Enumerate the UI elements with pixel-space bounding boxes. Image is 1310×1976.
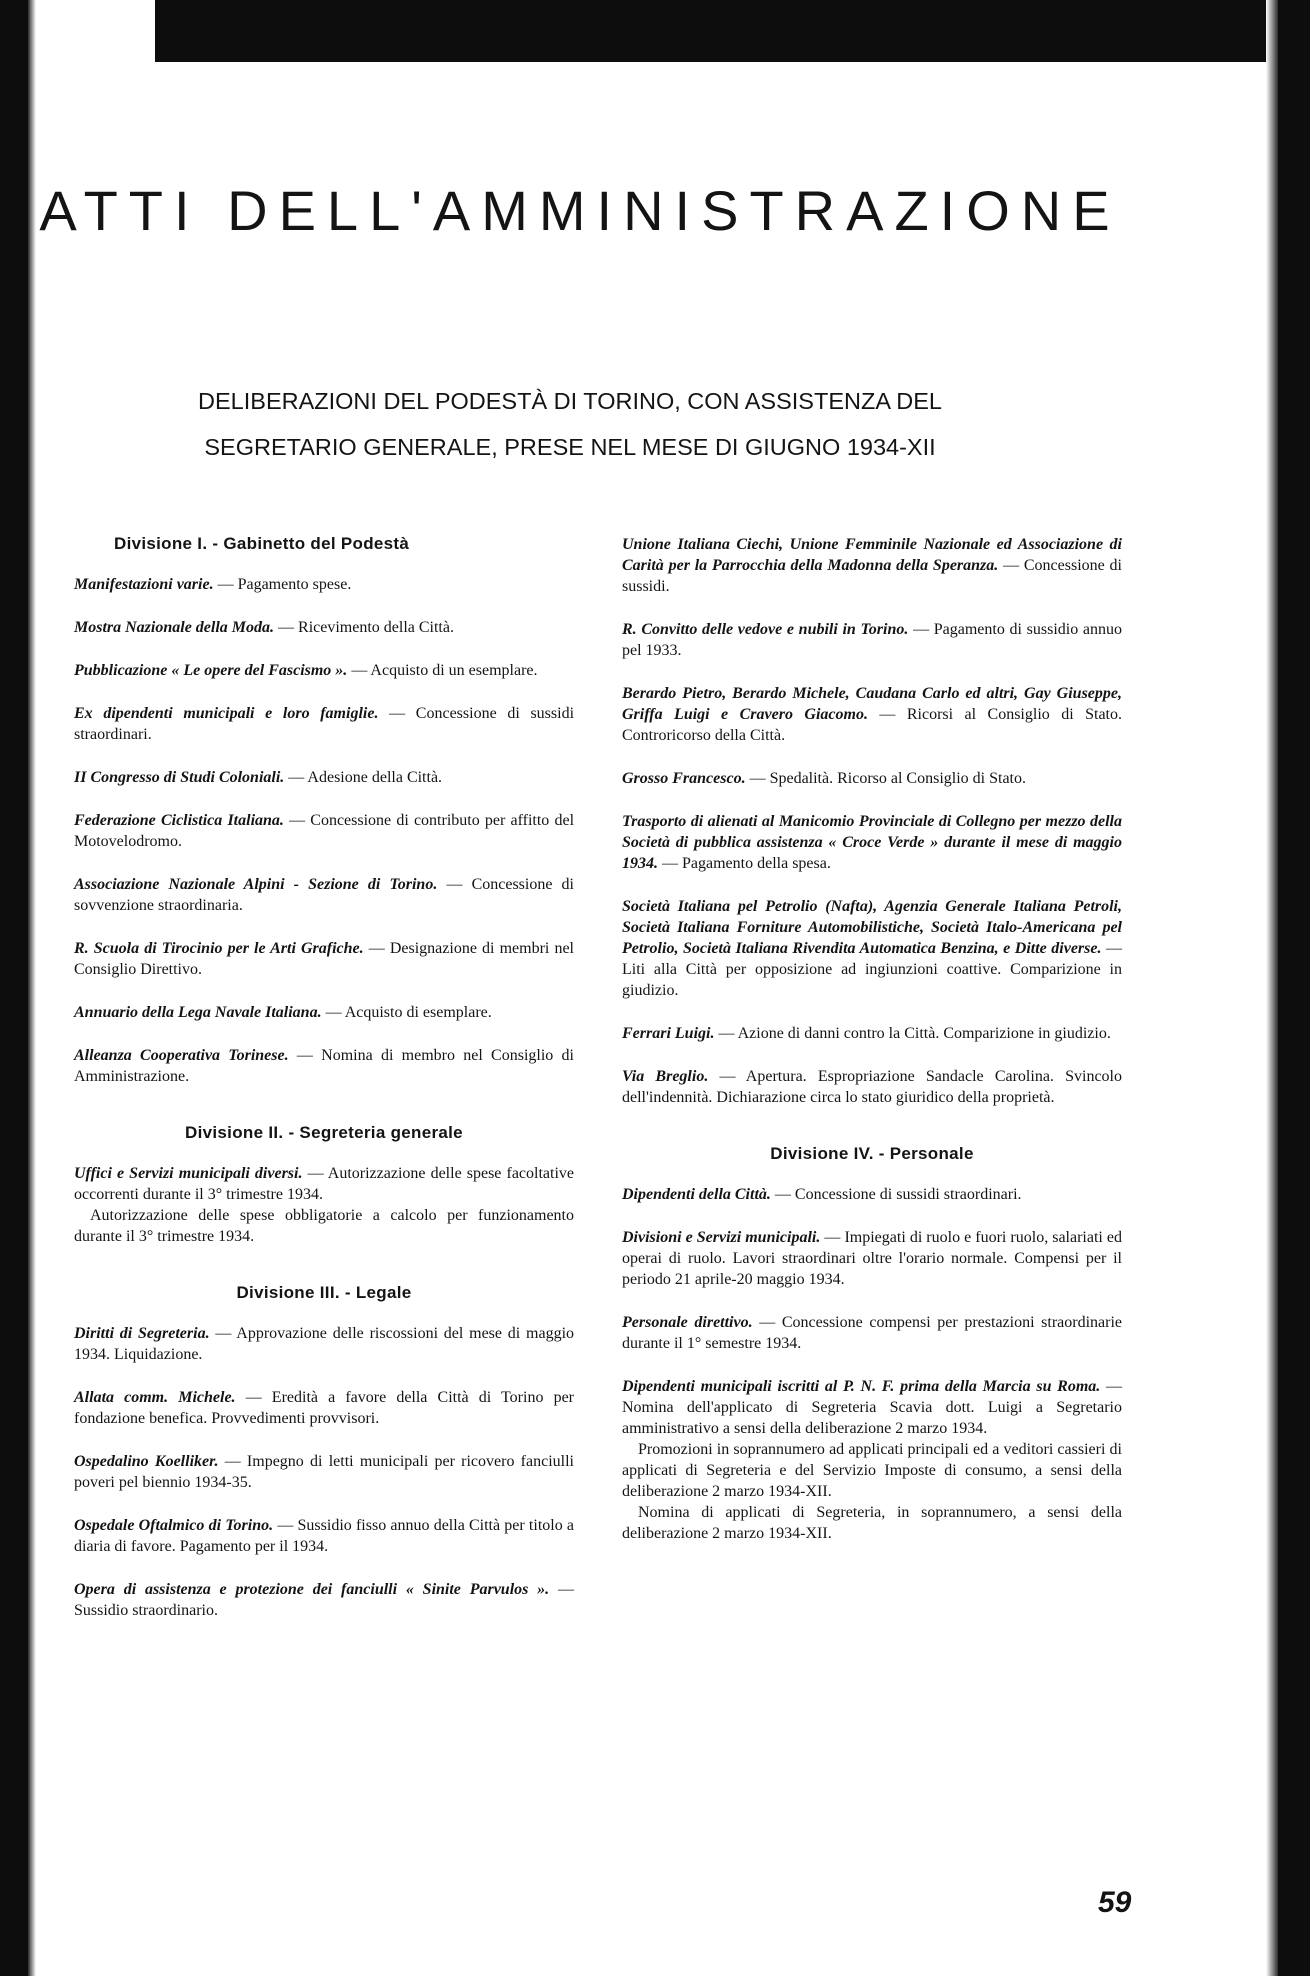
entry-subject: Ex dipendenti municipali e loro famiglie. [74, 705, 379, 722]
entry-action: — Concessione di sussidi straordinari. [774, 1186, 1022, 1203]
scan-border-top [155, 0, 1310, 62]
list-item [622, 1376, 1122, 1544]
list-item [74, 810, 574, 852]
list-item [74, 1002, 574, 1023]
entry-action: — Autorizzazione delle spese facoltative occorrenti durante il 3° trimestre 1934. [74, 1165, 575, 1203]
entry-subject: Alleanza Cooperativa Torinese. [74, 1047, 289, 1064]
entry-action: — Sussidio fisso annuo della Città per titolo a diaria di favore. Pagamento per il 1934. [74, 1517, 575, 1555]
entry-action: — Ricevimento della Città. [278, 619, 454, 636]
entry-action: — Sussidio straordinario. [74, 1581, 574, 1619]
list-item [74, 938, 574, 980]
scan-border-left [0, 0, 28, 1976]
list-item [622, 1066, 1122, 1108]
entry-subject: Unione Italiana Ciechi, Unione Femminile Nazionale ed Associazione di Carità per la Parrocchia della Madonna della Speranza. [622, 536, 1122, 574]
scan-shadow-right [1266, 0, 1278, 1976]
division-heading: Divisione III. - Legale [236, 1283, 412, 1302]
entry-action: — Concessione di contributo per affitto del Motovelodromo. [74, 812, 575, 850]
entry-subject: Dipendenti della Città. [622, 1186, 771, 1203]
division-heading: Divisione IV. - Personale [770, 1144, 974, 1163]
entry-subject: Pubblicazione « Le opere del Fascismo ». [74, 662, 348, 679]
right-column [622, 534, 1122, 1566]
entry-action: — Acquisto di un esemplare. [351, 662, 538, 679]
entry-action: — Pagamento della spesa. [662, 855, 831, 872]
entry-subject: Opera di assistenza e protezione dei fanciulli « Sinite Parvulos ». [74, 1581, 550, 1598]
division-heading: Divisione II. - Segreteria generale [185, 1123, 463, 1142]
entry-action: — Liti alla Città per opposizione ad ingiunzioni coattive. Comparizione in giudizio. [622, 940, 1122, 999]
entry-action: — Acquisto di esemplare. [325, 1004, 492, 1021]
entry-subject: Federazione Ciclistica Italiana. [74, 812, 284, 829]
entry-action: — Approvazione delle riscossioni del mese di maggio 1934. Liquidazione. [74, 1325, 575, 1363]
list-item [74, 660, 574, 681]
entry-subject: Diritti di Segreteria. [74, 1325, 210, 1342]
entry-action: — Impiegati di ruolo e fuori ruolo, salariati ed operai di ruolo. Lavori straordinari oltre l'orario normale. Compensi per il periodo 21 aprile-20 maggio 1934. [622, 1229, 1123, 1288]
entry-action: — Concessione di sovvenzione straordinaria. [74, 876, 574, 914]
list-item [74, 874, 574, 916]
entry-subject: Mostra Nazionale della Moda. [74, 619, 275, 636]
entry-action: — Spedalità. Ricorso al Consiglio di Stato. [749, 770, 1026, 787]
entry-subject: Personale direttivo. [622, 1314, 753, 1331]
list-item [74, 1515, 574, 1557]
list-item [74, 1451, 574, 1493]
entry-action: — Pagamento di sussidio annuo pel 1933. [622, 621, 1123, 659]
entry-action: — Concessione compensi per prestazioni straordinarie durante il 1° semestre 1934. [622, 1314, 1123, 1352]
entry-subject: Divisioni e Servizi municipali. [622, 1229, 821, 1246]
list-item [622, 1312, 1122, 1354]
list-item [74, 1045, 574, 1087]
list-item [74, 1163, 574, 1247]
page-title: ATTI DELL'AMMINISTRAZIONE [39, 179, 1121, 242]
entry-subject: Berardo Pietro, Berardo Michele, Caudana Carlo ed altri, Gay Giuseppe, Griffa Luigi e Cravero Giacomo. [622, 685, 1122, 723]
entry-subject: Grosso Francesco. [622, 770, 746, 787]
entry-action: — Concessione di sussidi straordinari. [74, 705, 575, 743]
entry-subject: Uffici e Servizi municipali diversi. [74, 1165, 303, 1182]
entry-action: — Eredità a favore della Città di Torino per fondazione benefica. Provvedimenti provvisori. [74, 1389, 575, 1427]
entry-subject: R. Scuola di Tirocinio per le Arti Grafiche. [74, 940, 364, 957]
list-item [622, 811, 1122, 874]
list-item [74, 1579, 574, 1621]
entry-extra: Nomina di applicati di Segreteria, in soprannumero, a sensi della deliberazione 2 marzo 1934-XII. [622, 1504, 1122, 1542]
entry-action: — Pagamento spese. [217, 576, 352, 593]
entry-subject: Ospedalino Koelliker. [74, 1453, 219, 1470]
entry-subject: Società Italiana pel Petrolio (Nafta), Agenzia Generale Italiana Petroli, Società Italiana Forniture Automobilistiche, Società Italo-Americana pel Petrolio, Società Italiana Rivendita Automatica Benzina, e Ditte diverse. [622, 898, 1122, 957]
subtitle-line-1: DELIBERAZIONI DEL PODESTÀ DI TORINO, CON ASSISTENZA DEL [198, 388, 942, 414]
entry-subject: Dipendenti municipali iscritti al P. N. F. prima della Marcia su Roma. [622, 1378, 1101, 1395]
entry-action: — Ricorsi al Consiglio di Stato. Controricorso della Città. [622, 706, 1123, 744]
list-item [74, 767, 574, 788]
entry-subject: Allata comm. Michele. [74, 1389, 236, 1406]
list-item [622, 1184, 1122, 1205]
page-number: 59 [1098, 1886, 1132, 1919]
entry-subject: Associazione Nazionale Alpini - Sezione di Torino. [74, 876, 438, 893]
entry-subject: Ferrari Luigi. [622, 1025, 715, 1042]
entry-extra: Promozioni in soprannumero ad applicati principali ed a veditori cassieri di applicati di Segreteria e del Servizio Imposte di consumo, a sensi della deliberazione 2 marzo 1934-XII. [622, 1441, 1122, 1500]
scan-border-right [1278, 0, 1310, 1976]
list-item [74, 617, 574, 638]
entry-action: — Apertura. Espropriazione Sandacle Carolina. Svincolo dell'indennità. Dichiarazione circa lo stato giuridico della proprietà. [622, 1068, 1122, 1106]
page-subtitle [140, 378, 1000, 470]
entry-subject: Trasporto di alienati al Manicomio Provinciale di Collegno per mezzo della Società di pubblica assistenza « Croce Verde » durante il mese di maggio 1934. [622, 813, 1122, 872]
list-item [622, 896, 1122, 1001]
entry-action: — Azione di danni contro la Città. Comparizione in giudizio. [718, 1025, 1111, 1042]
scan-shadow-left [28, 0, 36, 1976]
entry-subject: R. Convitto delle vedove e nubili in Torino. [622, 621, 909, 638]
entry-action: — Nomina di membro nel Consiglio di Amministrazione. [74, 1047, 575, 1085]
list-item [74, 1387, 574, 1429]
list-item [74, 574, 574, 595]
list-item [622, 1227, 1122, 1290]
subtitle-line-2: SEGRETARIO GENERALE, PRESE NEL MESE DI GIUGNO 1934-XII [204, 434, 936, 460]
list-item [622, 768, 1122, 789]
list-item [622, 683, 1122, 746]
list-item [74, 703, 574, 745]
left-column [74, 534, 574, 1643]
list-item [622, 619, 1122, 661]
entry-subject: Via Breglio. [622, 1068, 709, 1085]
list-item [74, 1323, 574, 1365]
entry-action: — Impegno di letti municipali per ricovero fanciulli poveri pel biennio 1934-35. [74, 1453, 574, 1491]
entry-subject: II Congresso di Studi Coloniali. [74, 769, 285, 786]
entry-extra: Autorizzazione delle spese obbligatorie a calcolo per funzionamento durante il 3° trimestre 1934. [74, 1207, 574, 1245]
entry-action: — Adesione della Città. [288, 769, 443, 786]
entry-subject: Annuario della Lega Navale Italiana. [74, 1004, 322, 1021]
entry-action: — Designazione di membri nel Consiglio Direttivo. [74, 940, 574, 978]
list-item [622, 534, 1122, 597]
list-item [622, 1023, 1122, 1044]
division-heading: Divisione I. - Gabinetto del Podestà [114, 534, 410, 553]
entry-subject: Manifestazioni varie. [74, 576, 214, 593]
entry-action: — Nomina dell'applicato di Segreteria Scavia dott. Luigi a Segretario amministrativo a sensi della deliberazione 2 marzo 1934. [622, 1378, 1123, 1437]
entry-subject: Ospedale Oftalmico di Torino. [74, 1517, 274, 1534]
entry-action: — Concessione di sussidi. [622, 557, 1122, 595]
